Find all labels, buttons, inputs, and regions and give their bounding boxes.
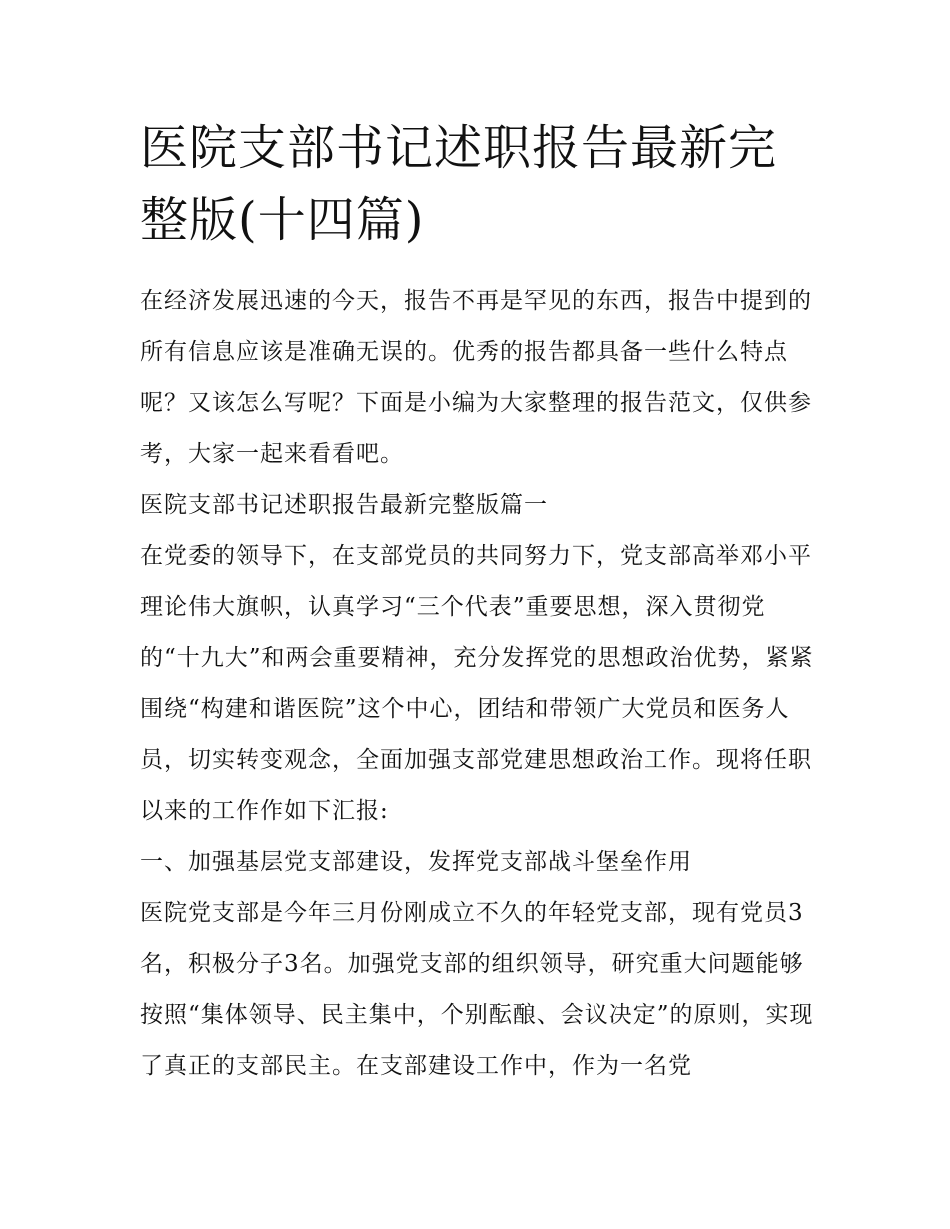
section-heading-one: 一、加强基层党支部建设，发挥党支部战斗堡垒作用	[140, 849, 692, 875]
intro-paragraph: 在经济发展迅速的今天，报告不再是罕见的东西，报告中提到的所有信息应该是准确无误的。优秀的报告都具备一些什么特点呢？又该怎么写呢？下面是小编为大家整理的报告范文，仅供参考，大家一起来看看吧。	[140, 288, 812, 467]
branch-building-paragraph: 医院党支部是今年三月份刚成立不久的年轻党支部，现有党员3名，积极分子3名。加强党支部的组织领导，研究重大问题能够按照“集体领导、民主集中，个别酝酿、会议决定”的原则，实现了真正的支部民主。在支部建设工作中，作为一名党	[140, 900, 814, 1079]
document-body	[140, 276, 820, 1092]
section-heading-part-one: 医院支部书记述职报告最新完整版篇一	[140, 492, 548, 518]
document-title: 医院支部书记述职报告最新完整版(十四篇)	[140, 120, 778, 248]
report-opening-paragraph: 在党委的领导下，在支部党员的共同努力下，党支部高举邓小平理论伟大旗帜，认真学习“三个代表”重要思想，深入贯彻党的“十九大”和两会重要精神，充分发挥党的思想政治优势，紧紧围绕“构建和谐医院”这个中心，团结和带领广大党员和医务人员，切实转变观念，全面加强支部党建思想政治工作。现将任职以来的工作作如下汇报:	[140, 543, 814, 824]
